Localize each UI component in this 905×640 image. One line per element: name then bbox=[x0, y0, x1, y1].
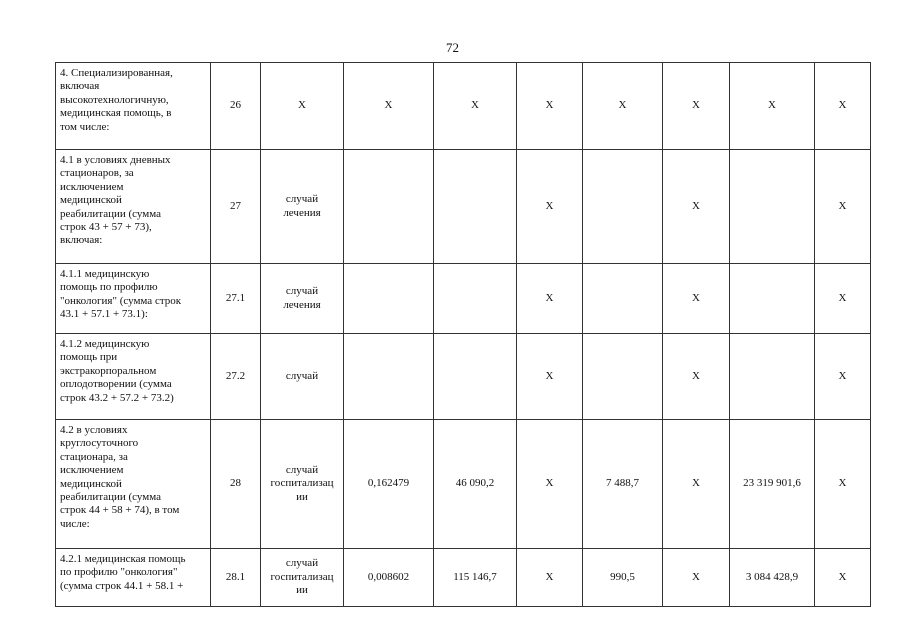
value-cell: 46 090,2 bbox=[434, 420, 517, 549]
row-number-cell: 28 bbox=[211, 420, 261, 549]
value-cell: X bbox=[663, 420, 730, 549]
value-cell: 0,008602 bbox=[344, 549, 434, 607]
value-cell: X bbox=[815, 334, 871, 420]
row-name-cell: 4.1 в условиях дневных стационаров, за исключением медицинской реабилитации (сумма строк 43 + 57 + 73), включая: bbox=[56, 150, 211, 264]
value-cell: 3 084 428,9 bbox=[730, 549, 815, 607]
value-cell bbox=[434, 334, 517, 420]
value-cell: X bbox=[517, 549, 583, 607]
value-cell bbox=[730, 264, 815, 334]
value-cell bbox=[730, 334, 815, 420]
row-name-cell: 4.1.1 медицинскую помощь по профилю "онкология" (сумма строк 43.1 + 57.1 + 73.1): bbox=[56, 264, 211, 334]
row-number-cell: 27.2 bbox=[211, 334, 261, 420]
table-row bbox=[56, 150, 871, 264]
value-cell: X bbox=[815, 549, 871, 607]
value-cell: 990,5 bbox=[583, 549, 663, 607]
value-cell: X bbox=[344, 63, 434, 150]
value-cell: 0,162479 bbox=[344, 420, 434, 549]
value-cell: X bbox=[517, 420, 583, 549]
value-cell: X bbox=[517, 264, 583, 334]
value-cell bbox=[583, 150, 663, 264]
value-cell bbox=[344, 150, 434, 264]
value-cell: X bbox=[517, 150, 583, 264]
unit-cell: случай госпитализац ии bbox=[261, 549, 344, 607]
value-cell bbox=[344, 264, 434, 334]
table-row bbox=[56, 549, 871, 607]
row-name-cell: 4. Специализированная, включая высокотехнологичную, медицинская помощь, в том числе: bbox=[56, 63, 211, 150]
unit-cell: случай госпитализац ии bbox=[261, 420, 344, 549]
value-cell: X bbox=[583, 63, 663, 150]
value-cell: 23 319 901,6 bbox=[730, 420, 815, 549]
value-cell: 115 146,7 bbox=[434, 549, 517, 607]
table-row bbox=[56, 264, 871, 334]
row-number-cell: 27.1 bbox=[211, 264, 261, 334]
unit-cell: X bbox=[261, 63, 344, 150]
unit-cell: случай лечения bbox=[261, 264, 344, 334]
value-cell bbox=[434, 150, 517, 264]
value-cell bbox=[344, 334, 434, 420]
row-name-cell: 4.2 в условиях круглосуточного стационара, за исключением медицинской реабилитации (сумма строк 44 + 58 + 74), в том числе: bbox=[56, 420, 211, 549]
value-cell bbox=[434, 264, 517, 334]
value-cell: X bbox=[663, 150, 730, 264]
value-cell: X bbox=[517, 334, 583, 420]
row-number-cell: 28.1 bbox=[211, 549, 261, 607]
value-cell: X bbox=[663, 334, 730, 420]
value-cell: X bbox=[434, 63, 517, 150]
row-name-cell: 4.1.2 медицинскую помощь при экстракорпоральном оплодотворении (сумма строк 43.2 + 57.2 + 73.2) bbox=[56, 334, 211, 420]
value-cell bbox=[583, 264, 663, 334]
data-table bbox=[55, 62, 871, 607]
value-cell bbox=[730, 150, 815, 264]
value-cell: X bbox=[663, 63, 730, 150]
value-cell: 7 488,7 bbox=[583, 420, 663, 549]
value-cell: X bbox=[730, 63, 815, 150]
value-cell: X bbox=[815, 150, 871, 264]
unit-cell: случай лечения bbox=[261, 150, 344, 264]
unit-cell: случай bbox=[261, 334, 344, 420]
value-cell: X bbox=[815, 264, 871, 334]
value-cell: X bbox=[663, 549, 730, 607]
value-cell: X bbox=[663, 264, 730, 334]
table-row bbox=[56, 63, 871, 150]
page-number: 72 bbox=[446, 40, 459, 55]
row-number-cell: 26 bbox=[211, 63, 261, 150]
value-cell: X bbox=[815, 63, 871, 150]
row-number-cell: 27 bbox=[211, 150, 261, 264]
value-cell: X bbox=[815, 420, 871, 549]
table-row bbox=[56, 334, 871, 420]
value-cell bbox=[583, 334, 663, 420]
value-cell: X bbox=[517, 63, 583, 150]
row-name-cell: 4.2.1 медицинская помощь по профилю "онкология" (сумма строк 44.1 + 58.1 + bbox=[56, 549, 211, 607]
table-row bbox=[56, 420, 871, 549]
